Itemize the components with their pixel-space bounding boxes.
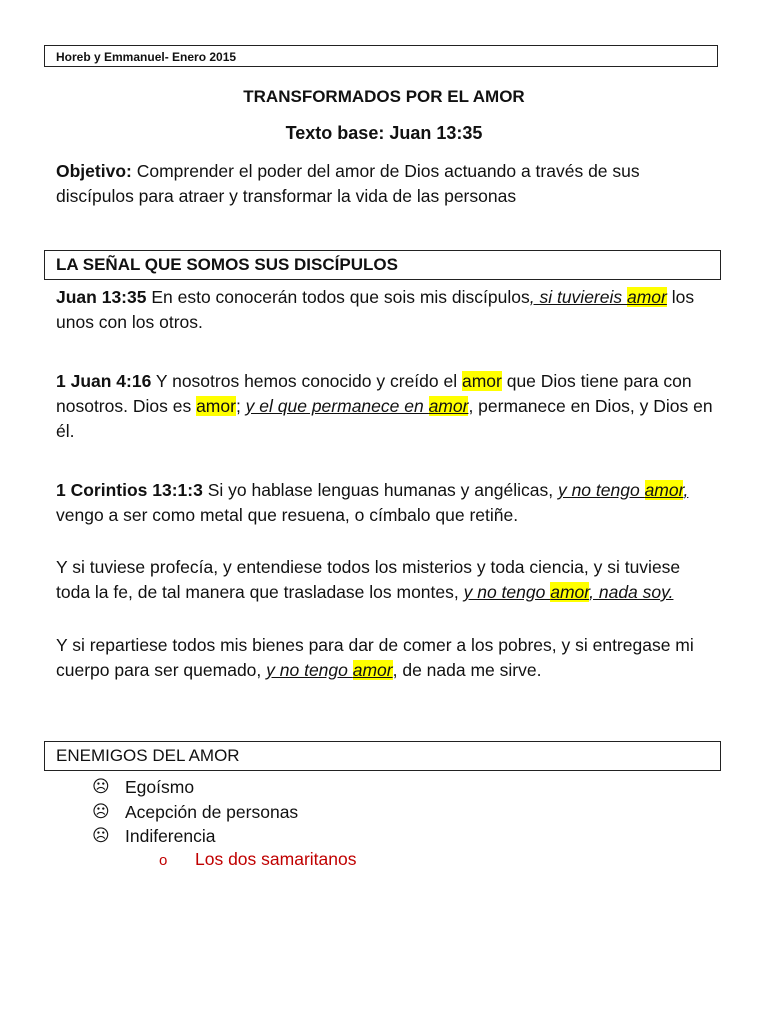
verse-paragraph-juan-13-35 <box>56 285 716 335</box>
underlined-text: y el que permanece en <box>245 396 429 416</box>
objective-label: Objetivo: <box>56 161 132 181</box>
document-title: TRANSFORMADOS POR EL AMOR <box>243 87 525 106</box>
highlighted-word: amor <box>644 480 684 500</box>
verse-text: , permanece en Dios, y Dios en él. <box>56 396 713 441</box>
verse-text: ; <box>235 396 246 416</box>
frown-face-icon: ☹ <box>92 801 110 821</box>
verse-paragraph-1-corintios-13 <box>56 478 716 528</box>
highlighted-word: amor <box>461 371 502 391</box>
frown-face-icon: ☹ <box>92 777 110 796</box>
objective-paragraph <box>56 159 716 209</box>
circle-bullet-icon: o <box>159 852 168 869</box>
header-box <box>44 45 718 67</box>
verse-paragraph-profecia <box>56 555 716 605</box>
highlighted-word: amor <box>196 396 236 416</box>
verse-text: Y si repartiese todos mis bienes para dar de comer a los pobres, y si entregase mi cuerpo para ser quemado, <box>56 635 694 680</box>
frown-face-icon: ☹ <box>92 826 110 845</box>
verse-reference: 1 Juan 4:16 <box>56 371 152 391</box>
verse-reference: Juan 13:35 <box>56 287 147 307</box>
highlighted-word: amor <box>352 660 393 680</box>
section-heading-box <box>44 741 721 771</box>
verse-text: , de nada me sirve. <box>392 660 542 680</box>
verse-text: Y si tuviese profecía, y entendiese todos los misterios y toda ciencia, y si tuviese toda la fe, de tal manera que trasladase los montes, <box>56 557 681 602</box>
header-label: Horeb y Emmanuel- Enero 2015 <box>56 50 237 64</box>
sub-list-item-label: Los dos samaritanos <box>195 849 357 869</box>
highlighted-word: amor <box>550 582 590 602</box>
verse-paragraph-1-juan-4-16 <box>56 369 716 444</box>
underlined-text: y no tengo <box>266 660 353 680</box>
verse-reference: 1 Corintios 13:1:3 <box>56 480 203 500</box>
verse-text: Y nosotros hemos conocido y creído el <box>151 371 462 391</box>
verse-text: que Dios tiene para con nosotros. Dios es <box>56 371 692 416</box>
list-item <box>92 800 298 825</box>
list-item-label: Egoísmo <box>125 777 195 797</box>
underlined-text: , si tuviereis <box>529 287 627 307</box>
list-item <box>92 824 298 849</box>
verse-text: los unos con los otros. <box>56 287 695 332</box>
highlighted-word: amor <box>626 287 667 307</box>
sub-list-item <box>159 849 356 870</box>
list-item-label: Indiferencia <box>125 826 216 846</box>
section-heading: ENEMIGOS DEL AMOR <box>56 746 240 765</box>
verse-text: vengo a ser como metal que resuena, o címbalo que retiñe. <box>56 505 519 525</box>
section-heading: LA SEÑAL QUE SOMOS SUS DISCÍPULOS <box>56 255 398 274</box>
verse-text: Si yo hablase lenguas humanas y angélicas, <box>202 480 558 500</box>
underlined-text: y no tengo <box>557 480 645 500</box>
list-item-label: Acepción de personas <box>125 801 299 822</box>
underlined-text: y no tengo <box>463 582 551 602</box>
highlighted-word: amor <box>428 396 469 416</box>
section-heading-box <box>44 250 721 280</box>
objective-text: Comprender el poder del amor de Dios actuando a través de sus discípulos para atraer y transformar la vida de las personas <box>56 161 640 206</box>
verse-paragraph-bienes <box>56 633 716 683</box>
underlined-text: , nada soy. <box>589 582 674 602</box>
document-subtitle: Texto base: Juan 13:35 <box>285 123 483 143</box>
underlined-text: , <box>683 480 689 500</box>
enemies-list <box>92 775 298 849</box>
list-item <box>92 775 298 800</box>
verse-text: En esto conocerán todos que sois mis discípulos <box>146 287 530 307</box>
